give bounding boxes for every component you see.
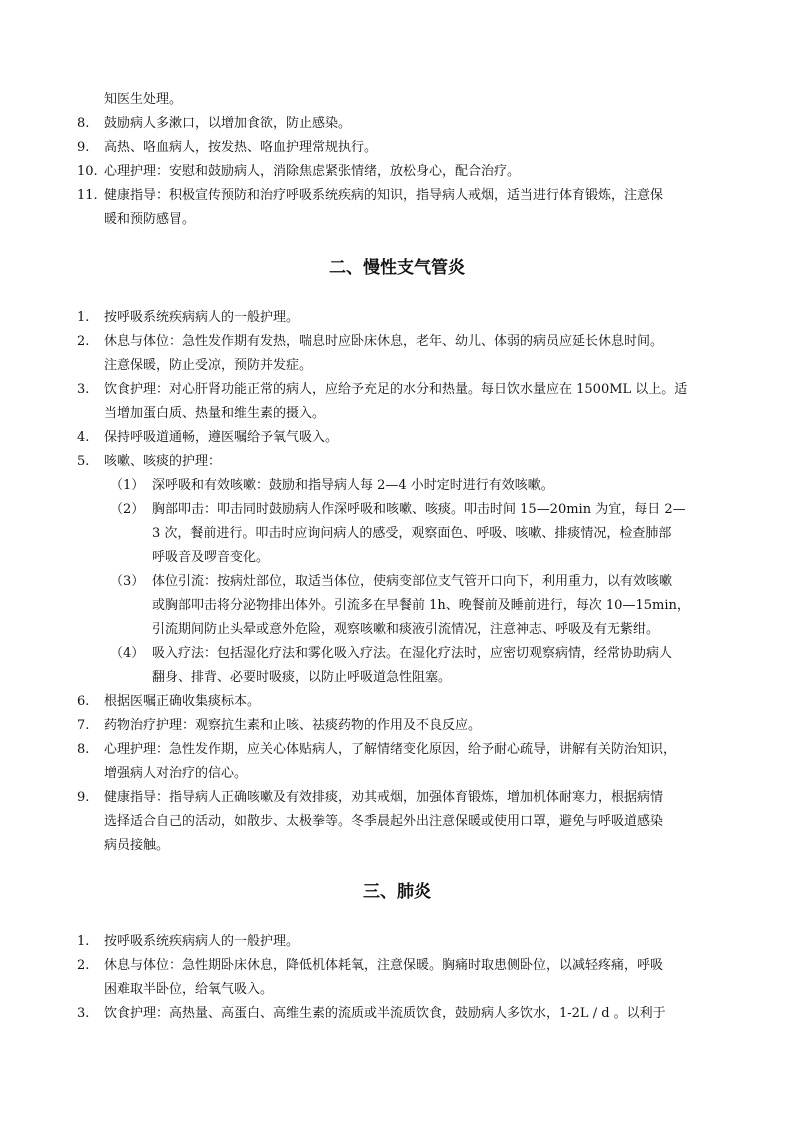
paragraph-text: 注意保暖，防止受凉，预防并发症。 <box>104 358 313 373</box>
item-number: 2. <box>77 334 90 349</box>
paragraph-text: 休息与体位：急性期卧床休息，降低机体耗氧，注意保暖。胸痛时取患侧卧位，以减轻疼痛，呼吸 <box>104 958 664 973</box>
paragraph-text: 饮食护理：对心肝肾功能正常的病人，应给予充足的水分和热量。每日饮水量应在 1500ML 以上。适 <box>104 382 688 397</box>
paragraph-text: 休息与体位：急性发作期有发热，喘息时应卧床休息，老年、幼儿、体弱的病员应延长休息时间。 <box>104 334 664 349</box>
item-number: 7. <box>77 718 90 733</box>
paragraph-text: 3 次，餐前进行。叩击时应询问病人的感受，观察面色、呼吸、咳嗽、排痰情况，检查肺部 <box>152 526 672 541</box>
paragraph-text: 深呼吸和有效咳嗽：鼓励和指导病人每 2—4 小时定时进行有效咳嗽。 <box>152 478 554 493</box>
paragraph-text: 按呼吸系统疾病病人的一般护理。 <box>104 934 300 949</box>
paragraph-text: 吸入疗法：包括湿化疗法和雾化吸入疗法。在湿化疗法时，应密切观察病情，经常协助病人 <box>152 646 673 661</box>
item-number: 1. <box>77 934 90 949</box>
paragraph-text: 当增加蛋白质、热量和维生素的摄入。 <box>104 406 326 421</box>
paragraph-text: 鼓励病人多漱口，以增加食欲，防止感染。 <box>104 116 352 131</box>
item-number: 9. <box>77 140 90 155</box>
paragraph-text: 增强病人对治疗的信心。 <box>104 766 248 781</box>
paragraph-text: 选择适合自己的活动，如散步、太极拳等。冬季晨起外出注意保暖或使用口罩，避免与呼吸道感染 <box>104 814 664 829</box>
paragraph-text: 困难取半卧位，给氧气吸入。 <box>104 982 274 997</box>
paragraph-text: 保持呼吸道通畅，遵医嘱给予氧气吸入。 <box>104 430 339 445</box>
item-number: 5. <box>77 454 90 469</box>
paragraph-text: 药物治疗护理：观察抗生素和止咳、祛痰药物的作用及不良反应。 <box>104 718 482 733</box>
item-number: 6. <box>77 694 90 709</box>
paragraph-text: 咳嗽、咳痰的护理： <box>104 454 222 469</box>
paragraph-text: 饮食护理：高热量、高蛋白、高维生素的流质或半流质饮食，鼓励病人多饮水，1-2L / d 。以利于 <box>104 1006 666 1021</box>
section-heading: 三、肺炎 <box>363 882 431 902</box>
paragraph-text: 引流期间防止头晕或意外危险，观察咳嗽和痰液引流情况，注意神志、呼吸及有无紫绀。 <box>152 622 660 637</box>
paragraph-text: 健康指导：指导病人正确咳嗽及有效排痰，劝其戒烟，加强体育锻炼，增加机体耐寒力，根据病情 <box>104 790 664 805</box>
paragraph-text: 胸部叩击：叩击同时鼓励病人作深呼吸和咳嗽、咳痰。叩击时间 15—20min 为宜，每日 2— <box>152 502 686 517</box>
item-number: 10. <box>77 164 98 179</box>
item-number: 1. <box>77 310 90 325</box>
item-number: 3. <box>77 1006 90 1021</box>
item-number: 3. <box>77 382 90 397</box>
sub-item-number: （2） <box>110 502 145 517</box>
item-number: 9. <box>77 790 90 805</box>
item-number: 8. <box>77 116 90 131</box>
sub-item-number: （4） <box>110 646 145 661</box>
paragraph-text: 呼吸音及啰音变化。 <box>152 550 270 565</box>
sub-item-number: （3） <box>110 574 145 589</box>
item-number: 4. <box>77 430 90 445</box>
section-heading: 二、慢性支气管炎 <box>329 258 465 278</box>
paragraph-text: 暖和预防感冒。 <box>104 212 196 227</box>
item-number: 2. <box>77 958 90 973</box>
paragraph-text: 高热、咯血病人，按发热、咯血护理常规执行。 <box>104 140 378 155</box>
paragraph-text: 按呼吸系统疾病病人的一般护理。 <box>104 310 300 325</box>
paragraph-text: 体位引流：按病灶部位，取适当体位，使病变部位支气管开口向下，利用重力，以有效咳嗽 <box>152 574 673 589</box>
item-number: 8. <box>77 742 90 757</box>
paragraph-text: 心理护理：急性发作期，应关心体贴病人，了解情绪变化原因，给予耐心疏导，讲解有关防治知识， <box>104 742 677 757</box>
paragraph-text: 病员接触。 <box>104 838 170 853</box>
paragraph-text: 健康指导：积极宣传预防和治疗呼吸系统疾病的知识，指导病人戒烟，适当进行体育锻炼，注意保 <box>104 188 664 203</box>
paragraph-text: 或胸部叩击将分泌物排出体外。引流多在早餐前 1h、晚餐前及睡前进行，每次 10—15min， <box>152 598 690 613</box>
sub-item-number: （1） <box>110 478 145 493</box>
paragraph-text: 知医生处理。 <box>104 92 183 107</box>
paragraph-text: 根据医嘱正确收集痰标本。 <box>104 694 261 709</box>
paragraph-text: 心理护理：安慰和鼓励病人，消除焦虑紧张情绪，放松身心，配合治疗。 <box>104 164 521 179</box>
item-number: 11. <box>77 188 98 203</box>
paragraph-text: 翻身、排背、必要时吸痰，以防止呼吸道急性阻塞。 <box>152 670 452 685</box>
